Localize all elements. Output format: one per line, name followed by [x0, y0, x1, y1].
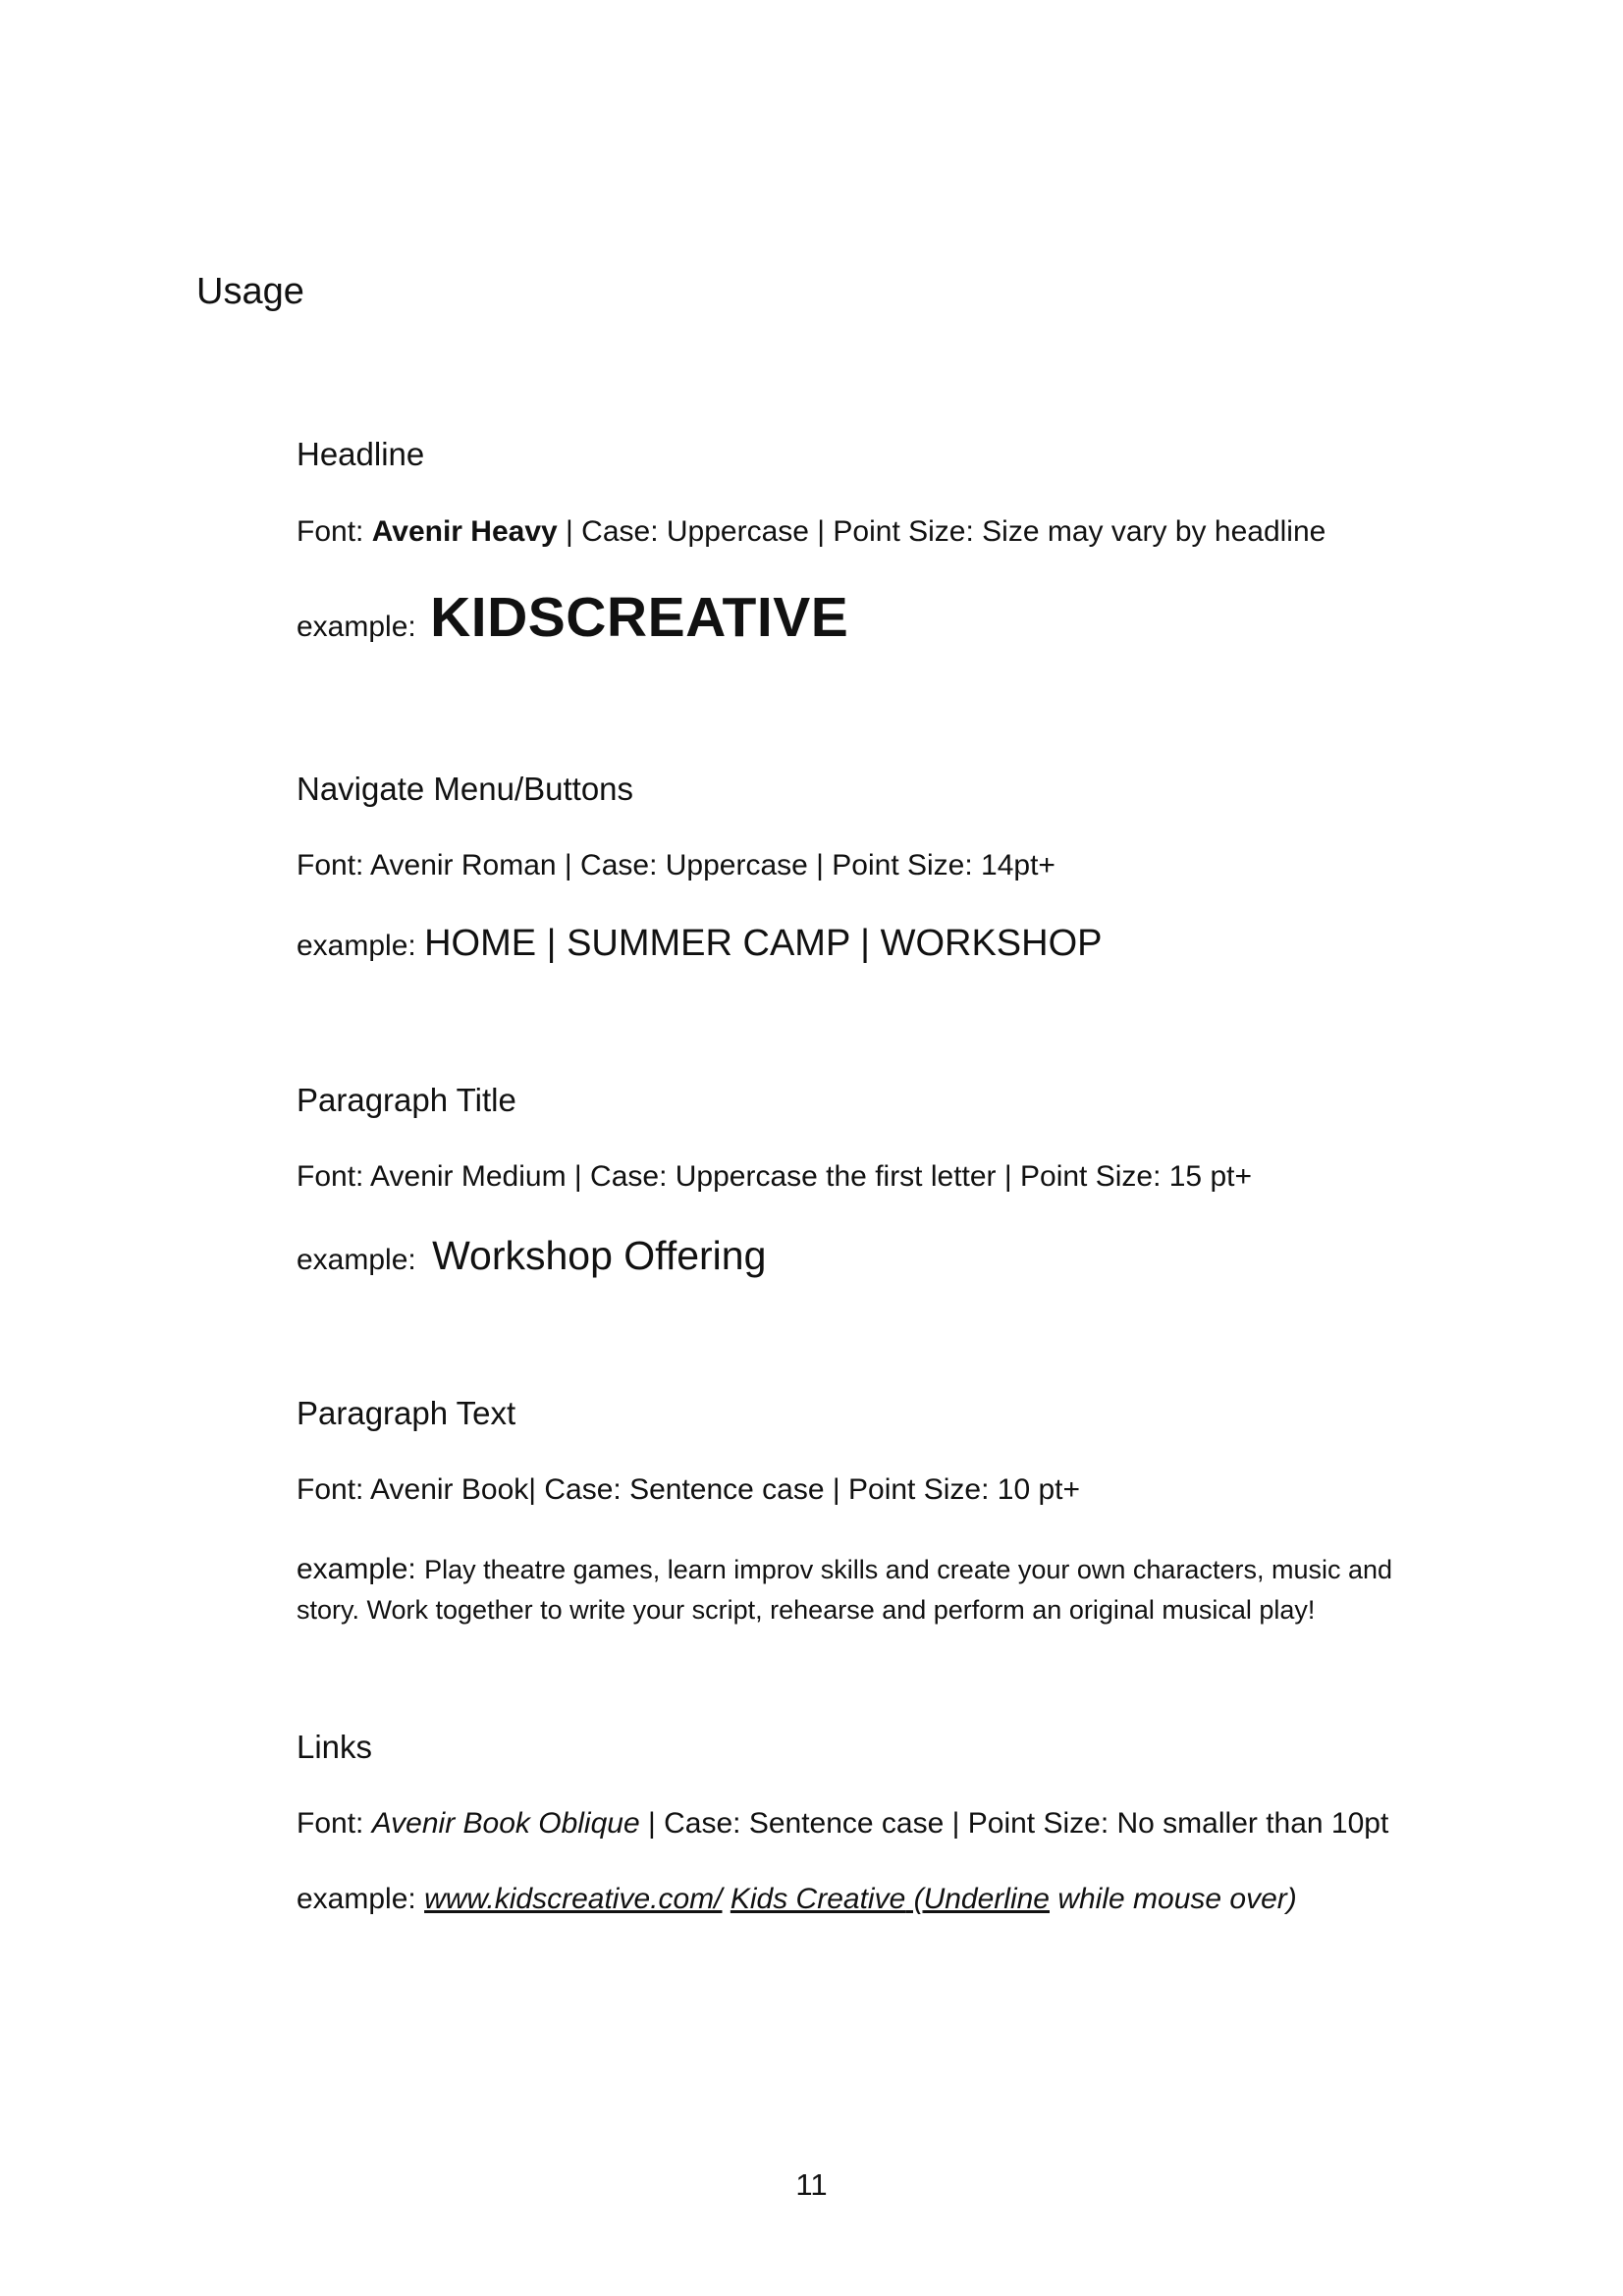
page-title: Usage	[196, 271, 304, 312]
example-navigate	[297, 923, 1103, 965]
example-label: example:	[297, 611, 425, 643]
example-paragraph-title	[297, 1233, 766, 1279]
page-number: 11	[795, 2167, 828, 2202]
example-ptext-text: Play theatre games, learn improv skills and create your own characters, music and story. Work together to write your script, rehearse and perform an original musical play!	[297, 1555, 1393, 1625]
spec-rest: | Case: Uppercase | Point Size: Size may vary by headline	[557, 515, 1326, 548]
spec-links	[297, 1807, 1388, 1841]
example-paragraph-text	[297, 1549, 1435, 1630]
section-title-paragraph-title: Paragraph Title	[297, 1082, 516, 1118]
spec-font-name: Avenir Book Oblique	[371, 1807, 640, 1840]
example-label: example:	[297, 1553, 425, 1585]
spec-paragraph-title: Font: Avenir Medium | Case: Uppercase the first letter | Point Size: 15 pt+	[297, 1160, 1252, 1193]
link-separator	[723, 1883, 730, 1915]
example-paren-open: (	[905, 1883, 924, 1915]
example-underline-word: Underline	[923, 1883, 1050, 1915]
example-label: example:	[297, 930, 425, 962]
spec-navigate: Font: Avenir Roman | Case: Uppercase | Point Size: 14pt+	[297, 849, 1055, 881]
example-nav-text: HOME | SUMMER CAMP | WORKSHOP	[424, 923, 1103, 964]
spec-headline	[297, 515, 1325, 549]
example-tail: while mouse over)	[1050, 1883, 1297, 1915]
section-title-headline: Headline	[297, 436, 425, 472]
spec-font-name: Avenir Heavy	[371, 515, 558, 548]
section-title-navigate: Navigate Menu/Buttons	[297, 771, 634, 807]
example-label: example:	[297, 1883, 425, 1915]
section-title-paragraph-text: Paragraph Text	[297, 1395, 516, 1431]
example-label: example:	[297, 1244, 425, 1276]
example-links	[297, 1883, 1297, 1916]
example-link-kids-creative[interactable]: Kids Creative	[730, 1883, 906, 1915]
example-link-url[interactable]: www.kidscreative.com/	[424, 1883, 723, 1915]
example-ptitle-text: Workshop Offering	[432, 1233, 767, 1278]
example-headline	[297, 585, 848, 650]
spec-prefix: Font:	[297, 515, 372, 548]
spec-rest: | Case: Sentence case | Point Size: No smaller than 10pt	[639, 1807, 1389, 1840]
spec-prefix: Font:	[297, 1807, 372, 1840]
section-title-links: Links	[297, 1729, 373, 1765]
example-headline-text: KIDSCREATIVE	[430, 586, 849, 649]
spec-paragraph-text: Font: Avenir Book| Case: Sentence case | Point Size: 10 pt+	[297, 1473, 1081, 1506]
